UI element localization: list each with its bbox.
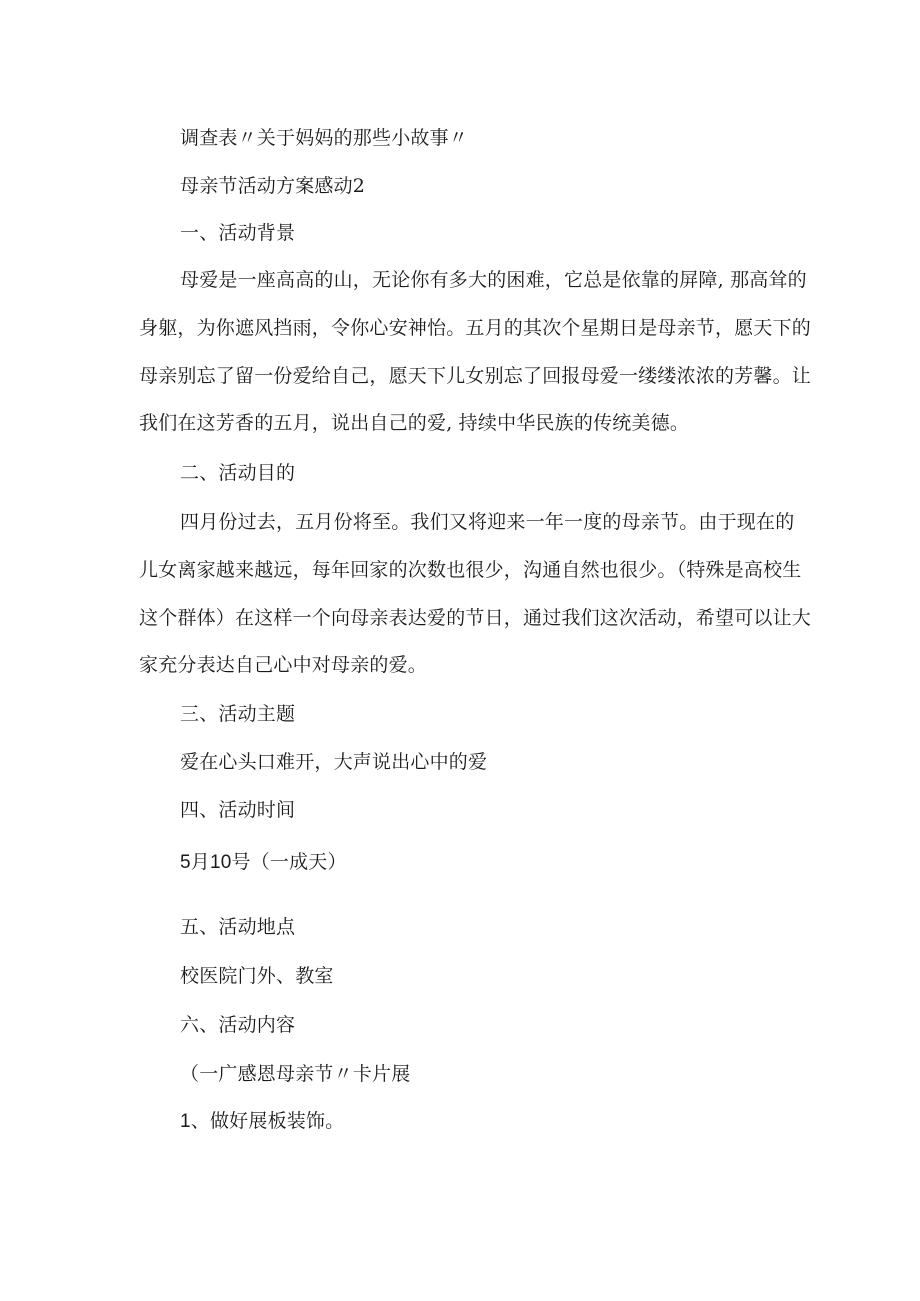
heading-time: 四、活动时间 xyxy=(180,799,296,821)
paragraph-line: 母爱是一座高高的山，无论你有多大的困难，它总是依靠的屏障, 那高耸的 xyxy=(180,269,807,291)
heading-location: 五、活动地点 xyxy=(180,916,296,938)
paragraph-line: 家充分表达自己心中对母亲的爱。 xyxy=(139,654,428,676)
heading-content: 六、活动内容 xyxy=(180,1014,296,1036)
theme-text: 爱在心头口难开，大声说出心中的爱 xyxy=(180,751,488,773)
heading-purpose: 二、活动目的 xyxy=(180,462,296,484)
heading-theme: 三、活动主题 xyxy=(180,703,296,725)
paragraph-line: 儿女离家越来越远，每年回家的次数也很少，沟通自然也很少。（特殊是高校生 xyxy=(139,559,802,581)
paragraph-line: 身躯，为你遮风挡雨，令你心安神怡。五月的其次个星期日是母亲节，愿天下的 xyxy=(139,317,812,339)
paragraph-line: 母亲别忘了留一份爱给自己，愿天下儿女别忘了回报母爱一缕缕浓浓的芳馨。让 xyxy=(139,365,812,387)
location-text: 校医院门外、教室 xyxy=(180,965,334,987)
time-text: 5月10号（一成天） xyxy=(180,852,347,873)
list-item: 1、做好展板装饰。 xyxy=(180,1111,345,1132)
survey-title: 调查表〃关于妈妈的那些小故事〃 xyxy=(180,127,469,149)
heading-background: 一、活动背景 xyxy=(180,222,296,244)
paragraph-line: 四月份过去，五月份将至。我们又将迎来一年一度的母亲节。由于现在的 xyxy=(180,511,795,533)
paragraph-line: 这个群体）在这样一个向母亲表达爱的节日，通过我们这次活动，希望可以让大 xyxy=(139,607,812,629)
section-title: 母亲节活动方案感动2 xyxy=(180,175,366,197)
subheading-card-exhibition: （一广感恩母亲节〃卡片展 xyxy=(180,1063,411,1085)
paragraph-line: 我们在这芳香的五月，说出自己的爱, 持续中华民族的传统美德。 xyxy=(139,412,690,434)
